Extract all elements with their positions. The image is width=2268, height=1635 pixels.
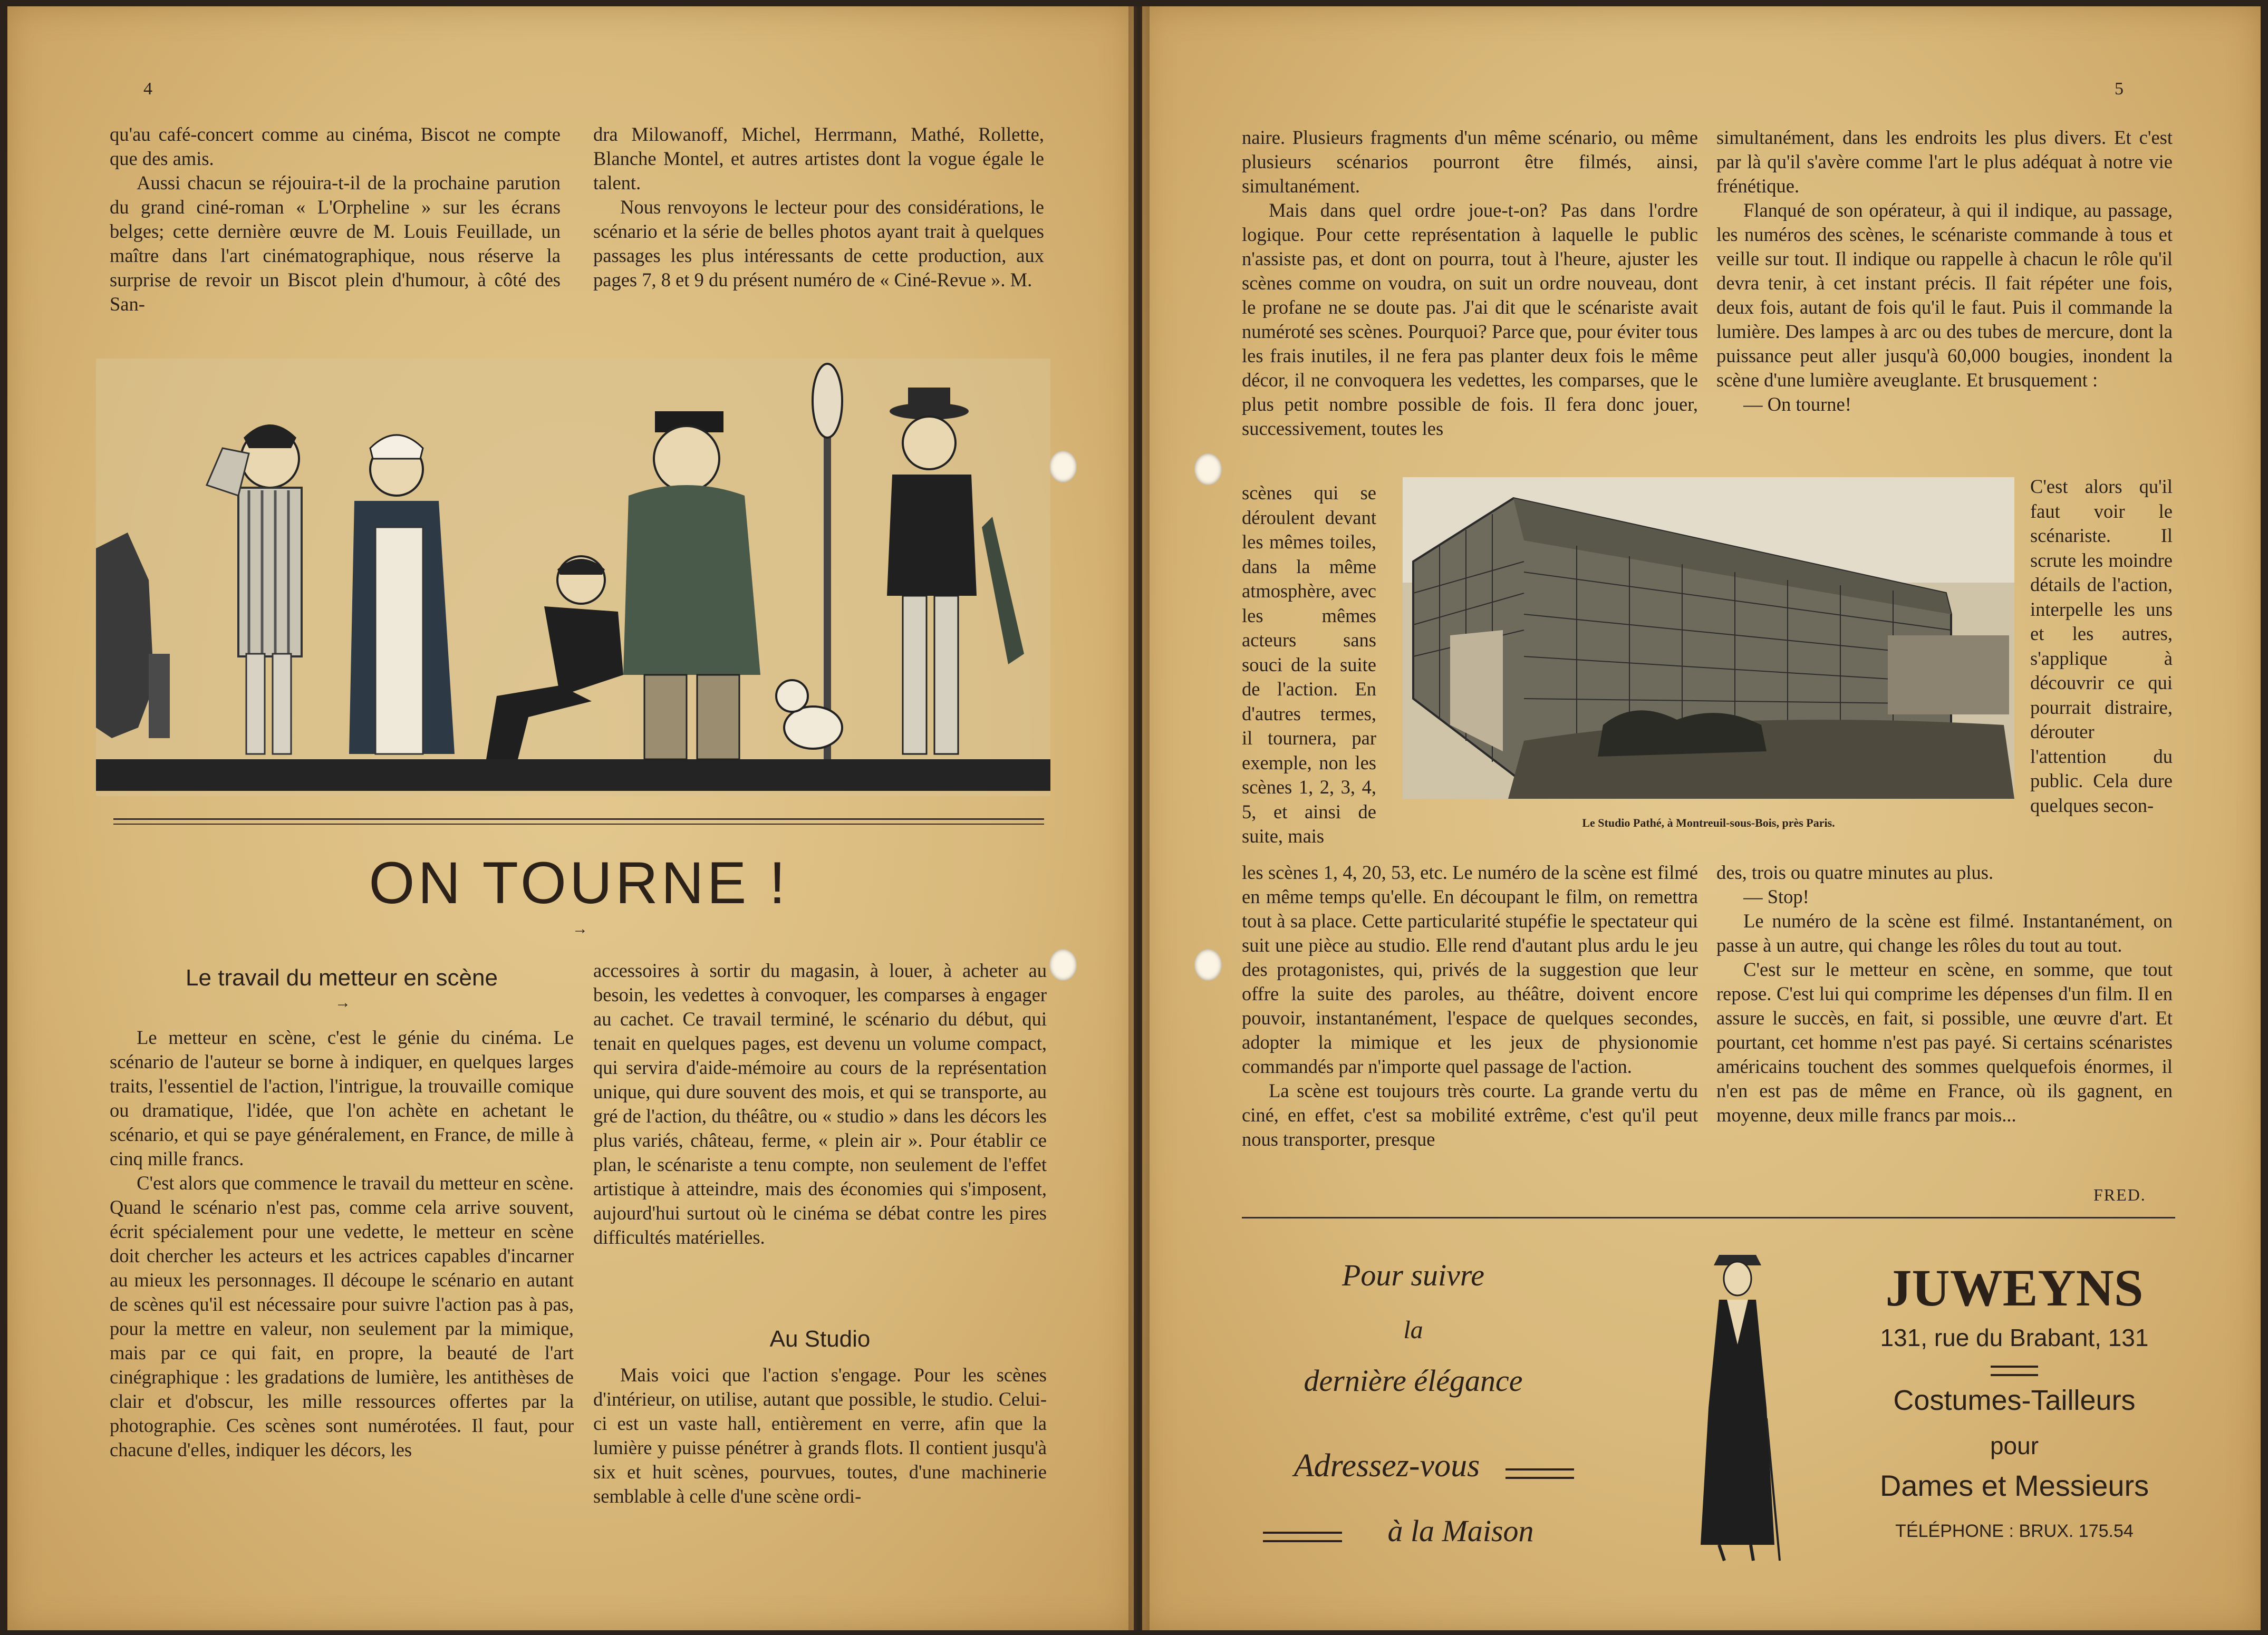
section-heading: Le travail du metteur en scène [186, 965, 498, 991]
ad-line: à la Maison [1387, 1514, 1534, 1548]
section-heading: Au Studio [769, 1326, 871, 1352]
paragraph: Le metteur en scène, c'est le génie du cinéma. Le scénario de l'auteur se borne à indiquer, en quelques larges traits, l'essentiel de l'action, l'intrigue, la trouvaille comique ou dramatique, l'idée, que l'on achète en achetant le scénario, et qui se paye généralement, en France, de mille à cinq mille francs. [110, 1027, 574, 1169]
body-column-1 [110, 1025, 574, 1462]
paragraph: C'est alors que commence le travail du metteur en scène. Quand le scénario n'est pas, comme cela arrive souvent, écrit spécialement pour une vedette, le metteur en scène doit chercher les acteurs et les actrices capables d'incarner au mieux les personnages. Il découpe le scénario en autant de scènes qu'il est nécessaire pour suivre l'action pas à pas, pour la mettre en valeur, non seulement par la mimique, mais par ce qui fait, en propre, la beauté de l'art cinégraphique : les gradations de lumière, les antithèses de clair et d'obscur, les mille ressources offertes par la photographie. Ces scènes sont numérotées. Il faut, pour chacune d'elles, indiquer les décors, les [110, 1172, 574, 1460]
ad-line: Pour suivre [1342, 1258, 1485, 1292]
binding-hole [1049, 949, 1077, 981]
top-column-2 [593, 122, 1044, 292]
right-column-1-top [1242, 125, 1698, 441]
paragraph: — Stop! [1743, 886, 1809, 907]
ad-audience: Dames et Messieurs [1879, 1469, 2149, 1502]
right-column-1-narrow [1242, 481, 1376, 849]
binding-hole [1194, 949, 1222, 981]
right-column-1-bottom [1242, 860, 1698, 1152]
paragraph: des, trois ou quatre minutes au plus. [1716, 862, 1994, 883]
binding-gutter [1128, 6, 1150, 1630]
ad-line: dernière élégance [1304, 1363, 1523, 1398]
right-column-2-narrow [2030, 475, 2173, 818]
ad-line: la [1403, 1316, 1423, 1344]
studio-photo [1403, 477, 2014, 799]
paragraph: Nous renvoyons le lecteur pour des considérations, le scénario et la série de belles photos ayant trait à quelques passages les plus intéressants de cette production, aux pages 7, 8 et 9 du présent numéro de « Ciné-Revue ». M. [593, 196, 1044, 291]
paragraph: simultanément, dans les endroits les plus divers. Et c'est par là qu'il s'avère comme l'art le plus adéquat à notre vie frénétique. [1716, 127, 2173, 197]
right-column-2-bottom [1716, 860, 2173, 1127]
page-number-left: 4 [143, 79, 152, 99]
ornament: → [335, 994, 351, 1011]
article-title: ON TOURNE ! [369, 850, 789, 916]
paragraph: Aussi chacun se réjouira-t-il de la prochaine parution du grand ciné-roman « L'Orpheline » sur les écrans belges; cette dernière œuvre de M. Louis Feuillade, un maître dans l'art cinématographique, nous réserve la surprise de revoir un Biscot plein d'humour, à côté des San- [110, 172, 561, 315]
paragraph: dra Milowanoff, Michel, Herrmann, Mathé, Rollette, Blanche Montel, et autres artistes dont la vogue égale le talent. [593, 123, 1044, 194]
ad-rule [1505, 1468, 1574, 1479]
paragraph: qu'au café-concert comme au cinéma, Biscot ne compte que des amis. [110, 123, 561, 169]
ornament: → [572, 920, 588, 937]
paragraph: accessoires à sortir du magasin, à louer, à acheter au besoin, les vedettes à convoquer, les comparses à engager au cachet. Ce travail terminé, le scénario du début, qui tenait en quelques pages, est devenu un volume compact, qui servira d'aide-mémoire au cours de la représentation unique, qui dure souvent des mois, et qui se transporte, au gré de l'action, du théâtre, ou « studio » dans les décors les plus variés, château, ferme, « plein air ». Pour établir ce plan, le scénariste a tenu compte, non seulement de l'effet artistique à atteindre, mais des économies qui s'imposent, aujourd'hui surtout où le cinéma se débat contre les pires difficultés matérielles. [593, 960, 1047, 1248]
paragraph: Mais voici que l'action s'engage. Pour les scènes d'intérieur, on utilise, autant que possible, le studio. Celui-ci est un vaste hall, entièrement en verre, afin que la lumière y puisse pénétrer à grands flots. Il contient jusqu'à six et huit scènes, pourvues, toutes, d'une machinerie semblable à celle d'une scène ordi- [593, 1364, 1047, 1507]
paragraph: C'est alors qu'il faut voir le scénariste. Il scrute les moindre détails de l'action, interpelle les uns et les autres, s'applique à découvrir ce qui pourrait distraire, dérouter l'attention du public. Cela dure quelques secon- [2030, 476, 2173, 816]
photo-caption: Le Studio Pathé, à Montreuil-sous-Bois, près Paris. [1582, 816, 1835, 829]
ad-phone: TÉLÉPHONE : BRUX. 175.54 [1895, 1521, 2134, 1541]
ad-brand: JUWEYNS [1885, 1259, 2144, 1317]
paragraph: Mais dans quel ordre joue-t-on? Pas dans l'ordre logique. Pour cette représentation à laquelle le public n'assiste pas, et dont on pourra, tout à l'heure, ajuster les scènes comme on voudra, on suit un ordre nouveau, dont le profane ne se doute pas. J'ai dit que le scénariste avait numéroté ses scènes. Pourquoi? Parce que, pour éviter tous les frais inutiles, il ne fera pas planter deux fois le même décor, il ne convoquera les vedettes, les comparses, que le plus petit nombre possible de fois. Il fera donc jouer, successivement, toutes les [1242, 199, 1698, 439]
ad-divider [1242, 1217, 2175, 1218]
ad-address: 131, rue du Brabant, 131 [1880, 1324, 2149, 1351]
right-column-2-top [1716, 125, 2173, 417]
binding-hole [1194, 453, 1222, 485]
paragraph: C'est sur le metteur en scène, en somme, que tout repose. C'est lui qui comprime les dépenses d'un film. Il en assure le succès, en fait, si possible, une œuvre d'art. Et pourtant, cet homme n'est pas payé. Si certains scénaristes américains touchent des sommes quelquefois énormes, il n'en est pas de même en France, où ils gagnent, en moyenne, deux mille francs par mois... [1716, 959, 2173, 1126]
ad-rule [1991, 1366, 2038, 1376]
paragraph: Le numéro de la scène est filmé. Instantanément, on passe à un autre, qui change les rôles du tout au tout. [1716, 910, 2173, 956]
ad-pour: pour [1990, 1432, 2039, 1459]
paragraph: naire. Plusieurs fragments d'un même scénario, ou même plusieurs scénarios pourront être filmés, ainsi, simultanément. [1242, 127, 1698, 197]
ad-product: Costumes-Tailleurs [1893, 1385, 2136, 1416]
divider-line [113, 818, 1044, 820]
page-number-right: 5 [2115, 79, 2124, 99]
divider-line [113, 824, 1044, 825]
paragraph: les scènes 1, 4, 20, 53, etc. Le numéro de la scène est filmé en même temps qu'elle. En découpant le film, on remettra tout à sa place. Cette particularité stupéfie le spectateur qui suit une pièce au studio. Elle rend d'autant plus ardu le jeu des protagonistes, qui, privés de la suggestion que leur offre la suite des paroles, au théâtre, doivent encore pouvoir, instantanément, l'espace de quelques secondes, adopter la mimique et les jeux de physionomie commandés par n'importe quel passage de l'action. [1242, 862, 1698, 1077]
top-column-1 [110, 122, 561, 316]
paragraph: La scène est toujours très courte. La grande vertu du ciné, en effet, c'est sa mobilité extrême, c'est qu'il peut nous transporter, presque [1242, 1080, 1698, 1150]
ad-line: Adressez-vous [1294, 1448, 1480, 1484]
body-column-2b [593, 1363, 1047, 1508]
body-column-2 [593, 959, 1047, 1250]
paragraph: Flanqué de son opérateur, à qui il indique, au passage, les numéros des scènes, le scénariste commande à tous et veille sur tout. Il indique ou rappelle à chacun le rôle qu'il devra tenir, à cet instant précis. Il fait répéter une fois, deux fois, autant de fois qu'il le faut. Puis il commande la lumière. Des lampes à arc ou des tubes de mercure, dont la puissance peut aller jusqu'à 60,000 bougies, inondent la scène d'une lumière aveuglante. Et brusquement : [1716, 199, 2173, 391]
fashion-figure [1687, 1250, 1782, 1566]
author-signature: FRED. [2093, 1185, 2146, 1204]
paragraph: scènes qui se déroulent devant les mêmes toiles, dans la même atmosphère, avec les mêmes acteurs sans souci de la suite de l'action. En d'autres termes, il tournera, par exemple, non les scènes 1, 2, 3, 4, 5, et ainsi de suite, mais [1242, 482, 1376, 847]
ad-rule [1263, 1532, 1342, 1542]
cartoon-illustration [96, 359, 1050, 796]
binding-hole [1049, 451, 1077, 482]
paragraph: — On tourne! [1743, 393, 1851, 415]
